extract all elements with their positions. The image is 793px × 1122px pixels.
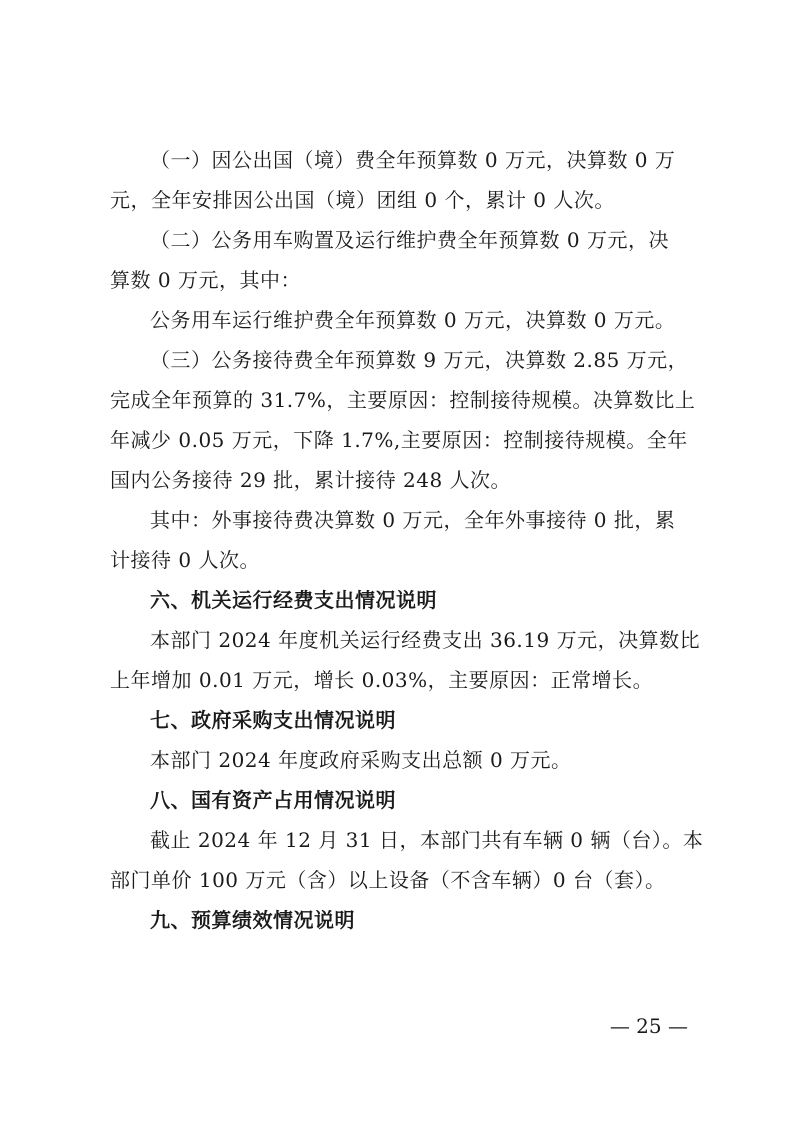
paragraph-line: （三）公务接待费全年预算数 9 万元，决算数 2.85 万元， [150,348,689,372]
paragraph-line: 本部门 2024 年度机关运行经费支出 36.19 万元，决算数比 [150,628,701,652]
paragraph-line: 上年增加 0.01 万元，增长 0.03%，主要原因：正常增长。 [110,668,654,692]
section-heading-8: 八、国有资产占用情况说明 [150,788,396,812]
paragraph-line: 国内公务接待 29 批，累计接待 248 人次。 [110,468,512,492]
paragraph-line: 公务用车运行维护费全年预算数 0 万元，决算数 0 万元。 [150,308,676,332]
paragraph-line: 其中：外事接待费决算数 0 万元，全年外事接待 0 批，累 [150,508,676,532]
section-heading-7: 七、政府采购支出情况说明 [150,708,396,732]
paragraph-line: 年减少 0.05 万元，下降 1.7%,主要原因：控制接待规模。全年 [110,428,688,452]
paragraph-line: 本部门 2024 年度政府采购支出总额 0 万元。 [150,748,572,772]
page-number: — 25 — [609,1014,688,1038]
section-heading-6: 六、机关运行经费支出情况说明 [150,588,437,612]
paragraph-line: （二）公务用车购置及运行维护费全年预算数 0 万元，决 [150,228,669,252]
paragraph-line: 元，全年安排因公出国（境）团组 0 个，累计 0 人次。 [110,188,615,212]
paragraph-line: （一）因公出国（境）费全年预算数 0 万元，决算数 0 万 [150,148,676,172]
paragraph-line: 计接待 0 人次。 [110,548,260,572]
section-heading-9: 九、预算绩效情况说明 [150,908,355,932]
paragraph-line: 完成全年预算的 31.7%，主要原因：控制接待规模。决算数比上 [110,388,696,412]
paragraph-line: 算数 0 万元，其中： [110,268,301,292]
paragraph-line: 截止 2024 年 12 月 31 日，本部门共有车辆 0 辆（台）。本 [150,828,704,852]
document-body [110,140,704,940]
paragraph-line: 部门单价 100 万元（含）以上设备（不含车辆）0 台（套）。 [110,868,666,892]
